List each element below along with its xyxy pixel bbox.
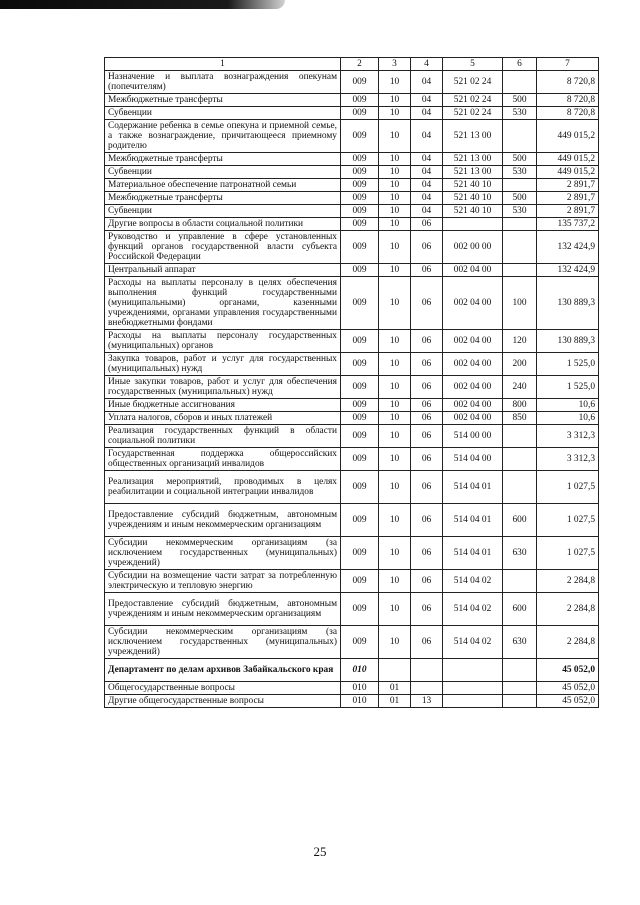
table-row (105, 153, 599, 166)
code-cell (443, 218, 503, 231)
code-cell: 009 (341, 376, 379, 399)
row-name-cell: Межбюджетные трансферты (105, 94, 341, 107)
code-cell: 009 (341, 107, 379, 120)
code-cell: 04 (411, 192, 443, 205)
code-cell: 009 (341, 570, 379, 593)
code-cell: 10 (379, 192, 411, 205)
code-cell: 009 (341, 504, 379, 537)
code-cell: 10 (379, 107, 411, 120)
code-cell: 002 04 00 (443, 330, 503, 353)
row-name-cell: Государственная поддержка общероссийских общественных организаций инвалидов (105, 448, 341, 471)
row-name-cell: Предоставление субсидий бюджетным, автономным учреждениям и иным некоммерческим организациям (105, 593, 341, 626)
code-cell: 630 (503, 537, 537, 570)
col-header: 3 (379, 58, 411, 71)
code-cell: 10 (379, 166, 411, 179)
code-cell: 10 (379, 205, 411, 218)
code-cell: 10 (379, 537, 411, 570)
code-cell: 009 (341, 120, 379, 153)
amount-cell: 132 424,9 (537, 264, 599, 277)
code-cell: 200 (503, 353, 537, 376)
code-cell (503, 659, 537, 682)
code-cell: 009 (341, 153, 379, 166)
code-cell: 06 (411, 376, 443, 399)
code-cell: 120 (503, 330, 537, 353)
code-cell: 06 (411, 277, 443, 330)
code-cell: 521 40 10 (443, 192, 503, 205)
table-row (105, 537, 599, 570)
code-cell: 06 (411, 504, 443, 537)
code-cell: 10 (379, 330, 411, 353)
code-cell: 04 (411, 120, 443, 153)
code-cell: 514 04 02 (443, 570, 503, 593)
code-cell: 10 (379, 218, 411, 231)
amount-cell: 1 525,0 (537, 353, 599, 376)
col-header: 7 (537, 58, 599, 71)
code-cell: 002 00 00 (443, 231, 503, 264)
code-cell: 009 (341, 537, 379, 570)
code-cell: 010 (341, 695, 379, 708)
row-name-cell: Расходы на выплаты персоналу государственных (муниципальных) органов (105, 330, 341, 353)
code-cell: 009 (341, 179, 379, 192)
code-cell: 514 04 01 (443, 471, 503, 504)
table-row (105, 218, 599, 231)
scan-edge-mark (0, 0, 285, 9)
code-cell: 009 (341, 593, 379, 626)
code-cell: 521 13 00 (443, 166, 503, 179)
code-cell: 04 (411, 153, 443, 166)
code-cell: 009 (341, 264, 379, 277)
code-cell: 009 (341, 94, 379, 107)
code-cell: 530 (503, 107, 537, 120)
row-name-cell: Руководство и управление в сфере установленных функций органов государственной власти субъекта Российской Федерации (105, 231, 341, 264)
code-cell: 009 (341, 205, 379, 218)
code-cell: 01 (379, 682, 411, 695)
amount-cell: 130 889,3 (537, 330, 599, 353)
table-row (105, 71, 599, 94)
code-cell: 530 (503, 166, 537, 179)
table-row (105, 425, 599, 448)
code-cell: 009 (341, 71, 379, 94)
page-number: 25 (313, 844, 327, 859)
col-header: 1 (105, 58, 341, 71)
amount-cell: 8 720,8 (537, 94, 599, 107)
amount-cell: 1 525,0 (537, 376, 599, 399)
code-cell: 500 (503, 94, 537, 107)
code-cell: 521 13 00 (443, 120, 503, 153)
table-row (105, 682, 599, 695)
code-cell: 04 (411, 107, 443, 120)
code-cell: 521 13 00 (443, 153, 503, 166)
code-cell: 10 (379, 353, 411, 376)
code-cell: 009 (341, 425, 379, 448)
amount-cell: 10,6 (537, 412, 599, 425)
amount-cell: 2 284,8 (537, 570, 599, 593)
table-row (105, 330, 599, 353)
table-body (105, 71, 599, 708)
code-cell: 009 (341, 330, 379, 353)
code-cell: 514 04 00 (443, 448, 503, 471)
code-cell: 10 (379, 412, 411, 425)
amount-cell: 2 284,8 (537, 626, 599, 659)
code-cell: 002 04 00 (443, 277, 503, 330)
code-cell: 600 (503, 504, 537, 537)
code-cell (443, 682, 503, 695)
code-cell: 01 (379, 695, 411, 708)
table-row (105, 412, 599, 425)
code-cell (503, 425, 537, 448)
row-name-cell: Центральный аппарат (105, 264, 341, 277)
code-cell: 500 (503, 192, 537, 205)
row-name-cell: Реализация государственных функций в области социальной политики (105, 425, 341, 448)
code-cell: 009 (341, 277, 379, 330)
col-header: 2 (341, 58, 379, 71)
code-cell: 10 (379, 593, 411, 626)
col-header: 4 (411, 58, 443, 71)
code-cell: 06 (411, 218, 443, 231)
table-row (105, 166, 599, 179)
row-name-cell: Субсидии некоммерческим организациям (за исключением государственных (муниципальных) учреждений) (105, 626, 341, 659)
code-cell: 009 (341, 412, 379, 425)
code-cell: 06 (411, 537, 443, 570)
row-name-cell: Субвенции (105, 205, 341, 218)
code-cell: 06 (411, 231, 443, 264)
code-cell: 850 (503, 412, 537, 425)
table-row (105, 264, 599, 277)
table-row (105, 471, 599, 504)
code-cell: 10 (379, 448, 411, 471)
amount-cell: 130 889,3 (537, 277, 599, 330)
amount-cell: 10,6 (537, 399, 599, 412)
budget-table (104, 57, 599, 708)
row-name-cell: Субсидии некоммерческим организациям (за исключением государственных (муниципальных) учреждений) (105, 537, 341, 570)
amount-cell: 132 424,9 (537, 231, 599, 264)
code-cell: 521 02 24 (443, 71, 503, 94)
code-cell: 04 (411, 179, 443, 192)
code-cell: 04 (411, 71, 443, 94)
code-cell: 514 04 01 (443, 504, 503, 537)
table-row (105, 192, 599, 205)
code-cell: 06 (411, 425, 443, 448)
code-cell: 514 00 00 (443, 425, 503, 448)
code-cell: 10 (379, 376, 411, 399)
table-row (105, 376, 599, 399)
amount-cell: 3 312,3 (537, 425, 599, 448)
row-name-cell: Иные закупки товаров, работ и услуг для обеспечения государственных (муниципальных) нужд (105, 376, 341, 399)
code-cell: 009 (341, 626, 379, 659)
amount-cell: 2 284,8 (537, 593, 599, 626)
code-cell: 002 04 00 (443, 353, 503, 376)
row-name-cell: Субвенции (105, 166, 341, 179)
amount-cell: 2 891,7 (537, 192, 599, 205)
amount-cell: 3 312,3 (537, 448, 599, 471)
amount-cell: 449 015,2 (537, 153, 599, 166)
code-cell: 10 (379, 94, 411, 107)
row-name-cell: Субвенции (105, 107, 341, 120)
code-cell: 04 (411, 94, 443, 107)
row-name-cell: Межбюджетные трансферты (105, 192, 341, 205)
code-cell: 06 (411, 626, 443, 659)
table-row (105, 504, 599, 537)
code-cell: 009 (341, 399, 379, 412)
code-cell: 009 (341, 218, 379, 231)
table-row (105, 593, 599, 626)
code-cell: 06 (411, 412, 443, 425)
amount-cell: 45 052,0 (537, 659, 599, 682)
table-row (105, 94, 599, 107)
table-row (105, 448, 599, 471)
amount-cell: 45 052,0 (537, 682, 599, 695)
code-cell: 10 (379, 570, 411, 593)
code-cell (503, 120, 537, 153)
code-cell (411, 682, 443, 695)
code-cell: 002 04 00 (443, 264, 503, 277)
code-cell: 002 04 00 (443, 412, 503, 425)
amount-cell: 8 720,8 (537, 107, 599, 120)
code-cell: 009 (341, 448, 379, 471)
table-row (105, 120, 599, 153)
code-cell: 600 (503, 593, 537, 626)
code-cell: 800 (503, 399, 537, 412)
amount-cell: 2 891,7 (537, 179, 599, 192)
amount-cell: 1 027,5 (537, 504, 599, 537)
code-cell (411, 659, 443, 682)
row-name-cell: Назначение и выплата вознаграждения опекунам (попечителям) (105, 71, 341, 94)
table-row (105, 570, 599, 593)
code-cell: 002 04 00 (443, 376, 503, 399)
row-name-cell: Иные бюджетные ассигнования (105, 399, 341, 412)
code-cell: 10 (379, 399, 411, 412)
code-cell: 521 40 10 (443, 205, 503, 218)
code-cell (503, 448, 537, 471)
row-name-cell: Общегосударственные вопросы (105, 682, 341, 695)
code-cell (443, 695, 503, 708)
code-cell (503, 231, 537, 264)
code-cell (503, 264, 537, 277)
code-cell: 514 04 02 (443, 593, 503, 626)
code-cell: 002 04 00 (443, 399, 503, 412)
code-cell: 10 (379, 153, 411, 166)
row-name-cell: Субсидии на возмещение части затрат за потребленную электрическую и тепловую энергию (105, 570, 341, 593)
code-cell: 009 (341, 353, 379, 376)
table-row (105, 399, 599, 412)
code-cell: 10 (379, 504, 411, 537)
code-cell: 10 (379, 626, 411, 659)
code-cell: 06 (411, 471, 443, 504)
table-row (105, 179, 599, 192)
code-cell: 240 (503, 376, 537, 399)
code-cell: 100 (503, 277, 537, 330)
table-row (105, 205, 599, 218)
code-cell: 009 (341, 192, 379, 205)
code-cell: 009 (341, 471, 379, 504)
code-cell: 10 (379, 231, 411, 264)
amount-cell: 8 720,8 (537, 71, 599, 94)
row-name-cell: Материальное обеспечение патронатной семьи (105, 179, 341, 192)
table-row (105, 353, 599, 376)
code-cell (503, 71, 537, 94)
code-cell: 06 (411, 570, 443, 593)
row-name-cell: Департамент по делам архивов Забайкальского края (105, 659, 341, 682)
amount-cell: 1 027,5 (537, 537, 599, 570)
code-cell: 010 (341, 659, 379, 682)
code-cell (379, 659, 411, 682)
row-name-cell: Межбюджетные трансферты (105, 153, 341, 166)
header-row (105, 58, 599, 71)
code-cell: 04 (411, 205, 443, 218)
table-row (105, 231, 599, 264)
code-cell: 10 (379, 277, 411, 330)
amount-cell: 449 015,2 (537, 166, 599, 179)
code-cell: 06 (411, 448, 443, 471)
amount-cell: 1 027,5 (537, 471, 599, 504)
row-name-cell: Другие вопросы в области социальной политики (105, 218, 341, 231)
code-cell: 10 (379, 179, 411, 192)
amount-cell: 135 737,2 (537, 218, 599, 231)
code-cell: 009 (341, 166, 379, 179)
code-cell: 04 (411, 166, 443, 179)
table-row (105, 107, 599, 120)
row-name-cell: Предоставление субсидий бюджетным, автономным учреждениям и иным некоммерческим организациям (105, 504, 341, 537)
code-cell: 10 (379, 120, 411, 153)
code-cell (503, 471, 537, 504)
code-cell (503, 218, 537, 231)
table-row (105, 277, 599, 330)
code-cell: 10 (379, 71, 411, 94)
code-cell: 10 (379, 264, 411, 277)
row-name-cell: Расходы на выплаты персоналу в целях обеспечения выполнения функций государственными (муниципальными) органами, казенными учреждениями, органами управления государственными внебюджетными фондами (105, 277, 341, 330)
row-name-cell: Реализация мероприятий, проводимых в целях реабилитации и социальной интеграции инвалидов (105, 471, 341, 504)
code-cell (503, 179, 537, 192)
code-cell: 13 (411, 695, 443, 708)
code-cell: 521 02 24 (443, 107, 503, 120)
code-cell: 630 (503, 626, 537, 659)
row-name-cell: Другие общегосударственные вопросы (105, 695, 341, 708)
code-cell: 500 (503, 153, 537, 166)
amount-cell: 2 891,7 (537, 205, 599, 218)
amount-cell: 449 015,2 (537, 120, 599, 153)
code-cell: 10 (379, 471, 411, 504)
table-row (105, 659, 599, 682)
row-name-cell: Уплата налогов, сборов и иных платежей (105, 412, 341, 425)
code-cell: 514 04 01 (443, 537, 503, 570)
code-cell: 06 (411, 353, 443, 376)
code-cell: 06 (411, 399, 443, 412)
code-cell: 530 (503, 205, 537, 218)
code-cell (443, 659, 503, 682)
table-row (105, 626, 599, 659)
code-cell (503, 570, 537, 593)
amount-cell: 45 052,0 (537, 695, 599, 708)
row-name-cell: Закупка товаров, работ и услуг для государственных (муниципальных) нужд (105, 353, 341, 376)
code-cell: 009 (341, 231, 379, 264)
code-cell (503, 695, 537, 708)
code-cell: 06 (411, 593, 443, 626)
code-cell: 06 (411, 330, 443, 353)
code-cell: 514 04 02 (443, 626, 503, 659)
code-cell: 521 40 10 (443, 179, 503, 192)
code-cell: 06 (411, 264, 443, 277)
code-cell: 521 02 24 (443, 94, 503, 107)
code-cell (503, 682, 537, 695)
code-cell: 010 (341, 682, 379, 695)
code-cell: 10 (379, 425, 411, 448)
row-name-cell: Содержание ребенка в семье опекуна и приемной семье, а также вознаграждение, причитающееся приемному родителю (105, 120, 341, 153)
col-header: 6 (503, 58, 537, 71)
col-header: 5 (443, 58, 503, 71)
table-row (105, 695, 599, 708)
